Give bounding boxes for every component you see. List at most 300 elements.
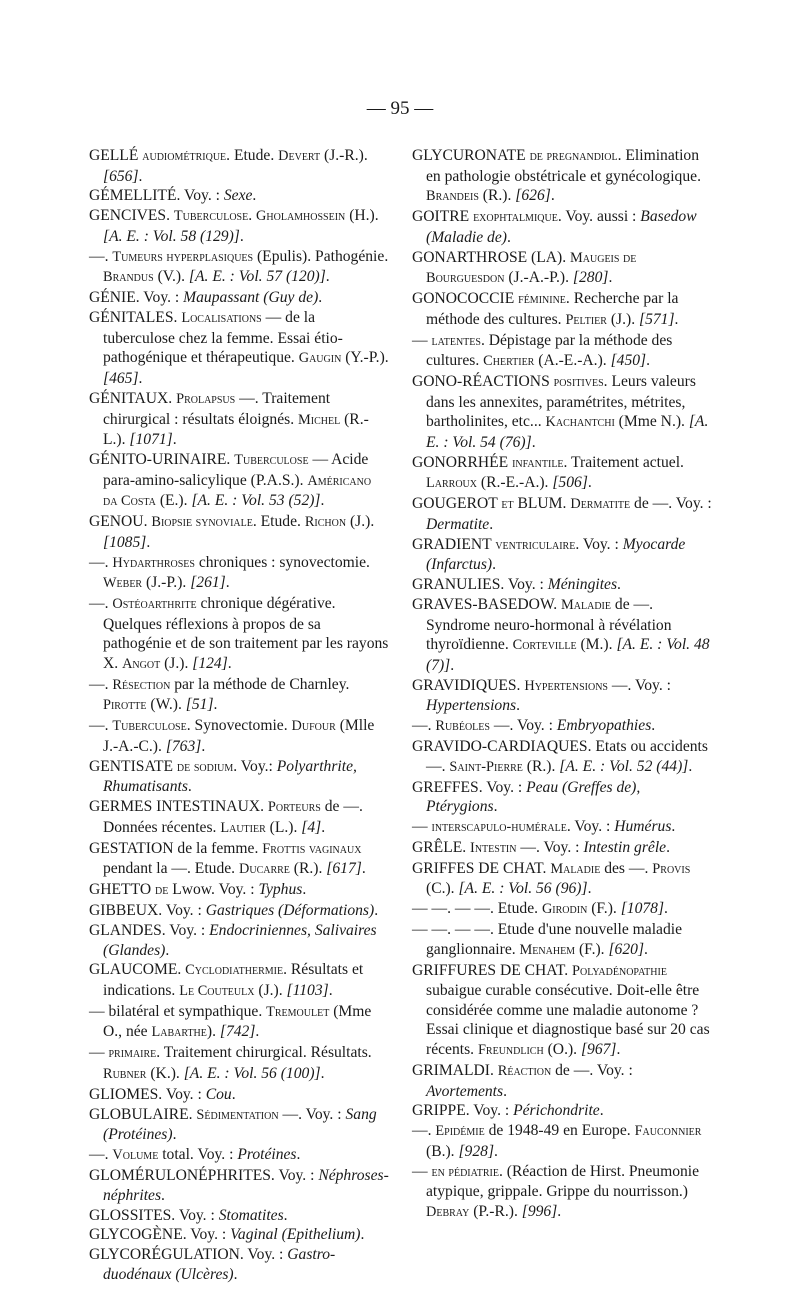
index-entry [412,331,712,372]
entry-segment: Richon [304,514,347,531]
entry-segment: . [666,838,670,856]
entry-segment: —. [89,717,113,735]
entry-segment: . [664,900,668,918]
entry-segment: [450] [610,352,647,370]
index-entry [89,1085,389,1105]
index-entry [412,453,712,494]
page-number: — 95 — [366,98,434,119]
index-entry [89,1245,389,1284]
entry-segment: Dermatite [570,496,631,513]
entry-segment: Frottis vaginaux [262,840,362,857]
entry-segment: [A. E. : Vol. 53 (52)] [191,492,321,510]
entry-segment: Polyadénopathie [572,962,667,979]
entry-segment: . [321,818,326,836]
entry-segment: chroniques : synovectomie. [194,553,370,571]
entry-segment: [51] [185,696,214,714]
entry-segment: . [172,1126,177,1144]
index-entry [89,757,389,797]
entry-segment: . [599,1102,604,1120]
entry-segment: . [227,654,232,672]
entry-segment: [261] [190,574,226,592]
entry-segment: . Voy. aussi : [557,208,641,226]
entry-segment: (W.). [146,696,186,714]
entry-segment: GRIFFES DE CHAT. [412,859,551,877]
index-entry [412,676,712,716]
entry-segment: —. Voy. : [278,1105,346,1123]
entry-segment: Epidémie [435,1123,485,1140]
entry-segment: (K.). [146,1064,184,1082]
entry-segment: [A. E. : Vol. 54 (76)] [426,413,709,451]
entry-segment: . Recherche par la méthode des cultures. [426,290,679,328]
index-entry [89,594,389,674]
entry-segment: (E.). [155,492,192,510]
index-entry [412,778,712,817]
entry-segment: Peltier [565,311,607,328]
entry-segment: —. Voy. : [489,717,557,735]
entry-segment: latentes [431,332,481,349]
entry-segment: Maladie [550,860,601,877]
entry-segment: — de la tuberculose chez la femme. Essai étio-pathogénique et thérapeutique. [103,309,343,367]
entry-segment: —. [89,247,113,265]
entry-segment: ). [206,1023,220,1041]
index-entry [89,675,389,716]
entry-segment: [656] [103,167,139,185]
entry-segment: —. [89,675,113,693]
entry-segment: . [161,1186,165,1204]
entry-segment: GRAVES-BASEDOW. [412,596,562,614]
entry-segment: de pregnandiol [529,148,618,164]
entry-segment: [620] [608,940,645,958]
entry-segment: Embryopathies [556,717,652,735]
entry-segment: (Y.-P.). [341,349,389,367]
entry-segment: Dermatite [426,515,490,533]
entry-segment: . [283,1206,288,1224]
entry-segment: GRÊLE. [412,838,471,856]
entry-segment: Maugeis de Bourguesdon [426,249,637,287]
entry-segment: de sodium [176,758,234,775]
entry-segment: . [201,737,206,755]
entry-segment: Corteville [512,637,577,654]
entry-segment: [928] [458,1142,495,1160]
entry-segment: —. [89,553,113,571]
entry-segment: GLAUCOME. [89,961,186,979]
entry-segment: [A. E. : Vol. 56 (96)] [458,880,588,898]
entry-segment: Intestin grêle [583,838,667,856]
entry-segment: (L.). [265,818,302,836]
entry-segment: Pirotte [103,697,147,714]
entry-segment: (R.). [478,187,516,205]
entry-segment: Tuberculose [112,718,187,735]
entry-segment: Vaginal (Epithelium) [230,1226,361,1244]
entry-segment: GESTATION de la femme. [89,839,263,857]
index-entry [412,737,712,777]
entry-segment: . Voy.: [233,757,277,775]
entry-segment: GLANDES. Voy. : [89,921,210,939]
entry-segment: Labarthe [151,1024,207,1041]
entry-segment: (R.). [522,757,560,775]
entry-segment: Rubner [103,1065,147,1082]
entry-segment: Tuberculose [234,451,309,468]
entry-segment: Gholamhossein [256,208,346,225]
entry-segment: Avortements [426,1082,504,1100]
entry-segment: Gastro-duodénaux (Ulcères) [103,1246,336,1283]
entry-segment: des —. [600,859,653,877]
entry-segment: par la méthode de Charnley. [170,675,350,693]
entry-segment: . [213,696,218,714]
index-entry [89,901,389,921]
entry-segment: GÉNITALES. [89,309,182,327]
entry-segment: [465] [103,370,139,388]
entry-segment: Néphroses-néphrites [103,1167,389,1204]
entry-segment: Sédimentation [196,1106,279,1123]
entry-segment: Protéines [237,1146,297,1164]
entry-segment: [A. E. : Vol. 57 (120)] [188,268,326,286]
entry-segment: . [239,227,244,245]
entry-segment: (J.-R.). [320,147,368,164]
entry-segment: Ducarre [238,861,290,878]
entry-segment: (R.). [289,860,327,878]
entry-segment: . [494,1142,498,1160]
entry-segment: GLYCOGÈNE. Voy. : [89,1226,231,1244]
index-entry [412,1061,712,1101]
entry-segment: GLYCORÉGULATION. Voy. : [89,1246,288,1264]
entry-segment: . Elimination en pathologie obstétricale et gynécologique. [426,147,701,185]
entry-segment: (J.). [346,513,375,531]
index-entry [89,1002,389,1043]
index-column-left [89,146,389,1285]
entry-segment: [996] [521,1203,558,1220]
entry-segment: . [325,268,330,286]
entry-segment: GLOSSITES. Voy. : [89,1206,219,1224]
entry-segment: . [320,492,325,510]
entry-segment: . (Réaction de Hirst. Pneumonie atypique, grippale. Grippe du nourrisson.) [426,1162,700,1201]
entry-segment: Ostéoarthrite [112,596,197,613]
entry-segment: [571] [639,310,675,328]
entry-segment: . Traitement actuel. [563,453,684,471]
entry-segment: . [587,880,592,898]
entry-segment: . Leurs valeurs dans les annexites, paramétrites, métrites, bartholinites, etc... [426,373,696,431]
entry-segment: [1103] [286,981,329,999]
entry-segment: [1071] [129,431,173,449]
entry-segment: . [255,1023,260,1041]
index-entry [412,372,712,452]
entry-segment: [A. E. : Vol. 58 (129)] [103,227,240,245]
index-entry [412,716,712,737]
entry-segment: audiométrique [142,148,227,164]
index-entry [89,797,389,838]
entry-segment: . [320,1064,325,1082]
entry-segment: . [646,352,651,370]
entry-segment: . [644,940,648,958]
entry-segment: [1085] [103,533,147,551]
entry-segment: . [361,860,366,878]
entry-segment: Fauconnier [634,1123,702,1140]
entry-segment: — [412,1162,432,1180]
index-entry [89,960,389,1001]
index-entry [412,248,712,289]
entry-segment: Cou [205,1085,232,1103]
entry-segment: exophtalmique [473,209,558,226]
entry-segment: . [531,433,536,451]
entry-segment: GOITRE [412,208,474,226]
entry-segment: de 1948-49 en Europe. [484,1122,635,1140]
entry-segment: . [172,431,177,449]
entry-segment: Kachantchi [545,414,615,431]
entry-segment: —. Traitement chirurgical : résultats éloignés. [103,389,331,428]
entry-segment: GÉMELLITÉ. Voy. : [89,187,224,205]
entry-segment: (J.-A.-P.). [504,269,573,287]
entry-segment: GREFFES. Voy. : [412,778,527,796]
index-entry [89,1206,389,1226]
entry-segment: . [318,289,323,307]
entry-segment: Basedow (Maladie de) [426,208,697,246]
entry-segment: GRIFFURES DE CHAT. [412,961,573,979]
entry-segment: . [608,269,613,287]
entry-segment: Saint-Pierre [449,758,523,775]
entry-segment: . Voy. : [575,535,623,553]
entry-segment: total. Voy. : [158,1146,238,1164]
entry-segment: Lwow. Voy. : [168,881,259,899]
entry-segment: Réaction [497,1062,552,1079]
entry-segment: Biopsie synoviale [151,514,253,531]
entry-segment: — —. — —. Etude d'une nouvelle maladie ganglionnaire. [412,921,683,958]
entry-segment: . [165,941,170,959]
entry-segment: — Acide para-amino-salicylique (P.A.S.). [103,450,369,489]
entry-segment: Hydarthroses [112,554,195,571]
entry-segment: Lautier [220,819,266,836]
index-entry [89,716,389,756]
entry-segment: . [233,1265,238,1283]
entry-segment: primaire [108,1045,157,1062]
entry-segment: — —. — —. Etude. [412,900,542,918]
entry-segment: GONORRHÉE [412,453,513,471]
entry-segment: . [302,881,307,899]
entry-segment: . [671,818,676,836]
entry-segment: . [506,228,511,246]
entry-segment: (R.-E.-A.). [477,474,553,492]
entry-segment: . Résultats et indications. [103,961,364,999]
entry-segment: —. [412,717,436,735]
entry-segment: . [146,533,151,551]
entry-segment: [1078] [620,900,665,918]
index-entry [89,288,389,308]
entry-segment: . [360,1226,365,1244]
entry-segment: de —. Voy. : [630,495,712,513]
entry-segment: [A. E. : Vol. 48 (7)] [426,636,710,674]
entry-segment: . [225,574,230,592]
entry-segment: infantile [512,454,564,471]
entry-segment: [617] [326,860,362,878]
entry-segment: . [450,656,455,674]
index-entry [412,838,712,859]
index-entry [412,1121,712,1161]
entry-segment: . [492,556,497,574]
entry-segment: (F.). [575,940,609,958]
index-entry [89,206,389,246]
entry-segment: Weber [103,575,143,592]
index-entry [89,880,389,901]
entry-segment: Larroux [426,475,477,492]
entry-segment: Intestin [470,839,517,856]
entry-segment: Devert [278,148,321,164]
entry-segment: — [412,818,432,836]
entry-segment: (M.). [576,636,617,654]
index-entry [89,1166,389,1205]
entry-segment: [124] [192,654,228,672]
entry-segment: Humérus [614,818,672,836]
index-entry [412,859,712,899]
entry-segment: . [296,1146,301,1164]
entry-segment: Polyarthrite, Rhumatisants [103,757,357,796]
index-entry [412,494,712,534]
entry-segment: GRAVIDIQUES. [412,676,525,694]
entry-segment: . [587,474,592,492]
entry-segment: Tumeurs hyperplasiques [112,248,254,265]
entry-segment: Gaugin [298,350,342,367]
entry-segment: —. [89,1146,113,1164]
index-entry [89,1145,389,1166]
entry-segment: (H.). [345,207,379,225]
entry-segment: . Traitement chirurgical. Résultats. [156,1044,372,1062]
entry-segment: Brandus [103,269,154,286]
entry-segment: Freundlich [477,1042,544,1059]
entry-segment: GRADIENT [412,535,496,553]
entry-segment: . [651,717,656,735]
entry-segment: (Mme O., née [103,1002,372,1041]
entry-segment: (B.). [426,1142,459,1160]
entry-segment: GRANULIES. Voy. : [412,576,548,594]
entry-segment: Résection [112,676,171,693]
index-entry [412,146,712,207]
index-entry [89,450,389,512]
entry-segment: Typhus [258,881,303,899]
entry-segment: GONARTHROSE (LA). [412,248,571,266]
entry-segment: — [412,331,432,349]
entry-segment: . [550,187,555,205]
entry-segment: Hypertensions [426,697,517,715]
entry-segment: Debray [426,1204,470,1220]
entry-segment: pendant la —. Etude. [103,860,239,878]
entry-segment: . [557,1203,562,1220]
entry-segment: Sang (Protéines) [103,1105,377,1144]
entry-segment: Myocarde (Infarctus) [426,535,686,574]
entry-segment: [506] [552,474,588,492]
entry-segment: Le Couteulx [179,982,255,999]
index-entry [412,595,712,675]
index-entry [412,207,712,247]
index-entry [89,553,389,594]
entry-segment: Angot [122,655,161,672]
entry-segment: positives [553,374,604,391]
entry-segment: GONOCOCCIE [412,290,519,308]
entry-segment: (F.). [587,900,621,918]
entry-segment: (C.). [426,880,459,898]
entry-segment: Américano da Costa [103,472,372,510]
entry-segment: . [328,981,333,999]
entry-segment: —. [89,595,113,613]
index-entry [89,1105,389,1145]
entry-segment: GOUGEROT [412,495,502,513]
entry-segment: féminine [518,291,566,308]
entry-segment: GENTISATE [89,757,177,775]
entry-segment: Girodin [541,901,588,918]
entry-segment: GRIMALDI. [412,1061,498,1079]
entry-segment: (Mme N.). [614,413,689,431]
entry-segment: . [248,207,257,225]
entry-segment: subaigue curable consécutive. Doit-elle être considérée comme une maladie autonome ? Essai clinique et diagnostique basé sur 20 cas récents. [426,982,710,1059]
entry-segment: (O.). [543,1041,581,1059]
entry-segment: GÉNITAUX. [89,389,177,407]
index-entry [89,247,389,288]
entry-segment: . [489,515,494,533]
index-entry [89,839,389,880]
index-entry [89,1225,389,1245]
index-entry [412,575,712,595]
entry-segment: Provis [652,860,691,877]
entry-segment: (A.-E.-A.). [534,352,611,370]
entry-segment: Volume [112,1147,159,1164]
entry-segment: Maupassant (Guy de) [183,289,319,307]
entry-segment: [626] [515,187,551,205]
entry-segment: ventriculaire [495,536,576,553]
entry-segment: Hypertensions [524,677,608,694]
entry-segment: GÉNIE. Voy. : [89,289,184,307]
entry-segment: . [493,798,498,816]
entry-segment: Chertier [483,353,535,370]
entry-segment: . [231,1085,236,1103]
entry-segment: interscapulo-humérale [431,819,567,836]
entry-segment: de —. Voy. : [551,1061,633,1079]
index-entry [412,535,712,575]
entry-segment: GLYCURONATE [412,147,530,164]
entry-segment: de —. Données récentes. [103,798,363,836]
entry-segment: Menahem [519,941,576,958]
entry-segment: (Epulis). Pathogénie. [253,247,389,265]
index-column-right [412,146,712,1223]
entry-segment: Maladie [561,597,611,614]
entry-segment: Michel [298,411,341,428]
entry-segment: Endocriniennes, Salivaires (Glandes) [103,921,377,959]
entry-segment: GENOU. [89,513,152,531]
entry-segment: Stomatites [218,1206,284,1224]
entry-segment: Peau (Greffes de), Ptérygions [426,778,641,816]
index-entry [412,1162,712,1223]
index-entry [412,817,712,838]
entry-segment: GONO-RÉACTIONS [412,373,554,391]
entry-segment: (R.-L.). [103,410,369,449]
entry-segment: (V.). [153,268,189,286]
entry-segment: GELLÉ [89,147,143,164]
entry-segment: . [616,1041,621,1059]
entry-segment: Périchondrite [513,1102,600,1120]
entry-segment: en pédiatrie [431,1163,499,1180]
entry-segment: [280] [572,269,609,287]
entry-segment: . Voy. : [566,818,615,836]
index-entry [89,921,389,960]
entry-segment: . Dépistage par la méthode des cultures. [426,331,673,370]
index-entry [89,1043,389,1084]
entry-segment: GLOMÉRULONÉPHRITES. Voy. : [89,1167,319,1185]
entry-segment: de [154,882,169,899]
entry-segment: [4] [301,818,322,836]
entry-segment: . [617,576,621,594]
entry-segment: Brandeis [426,188,479,205]
entry-segment: Porteurs [267,799,321,816]
entry-segment: Tuberculose [173,208,249,225]
entry-segment: . [252,187,257,205]
entry-segment: . [187,778,192,796]
entry-segment: (J.). [254,981,287,999]
